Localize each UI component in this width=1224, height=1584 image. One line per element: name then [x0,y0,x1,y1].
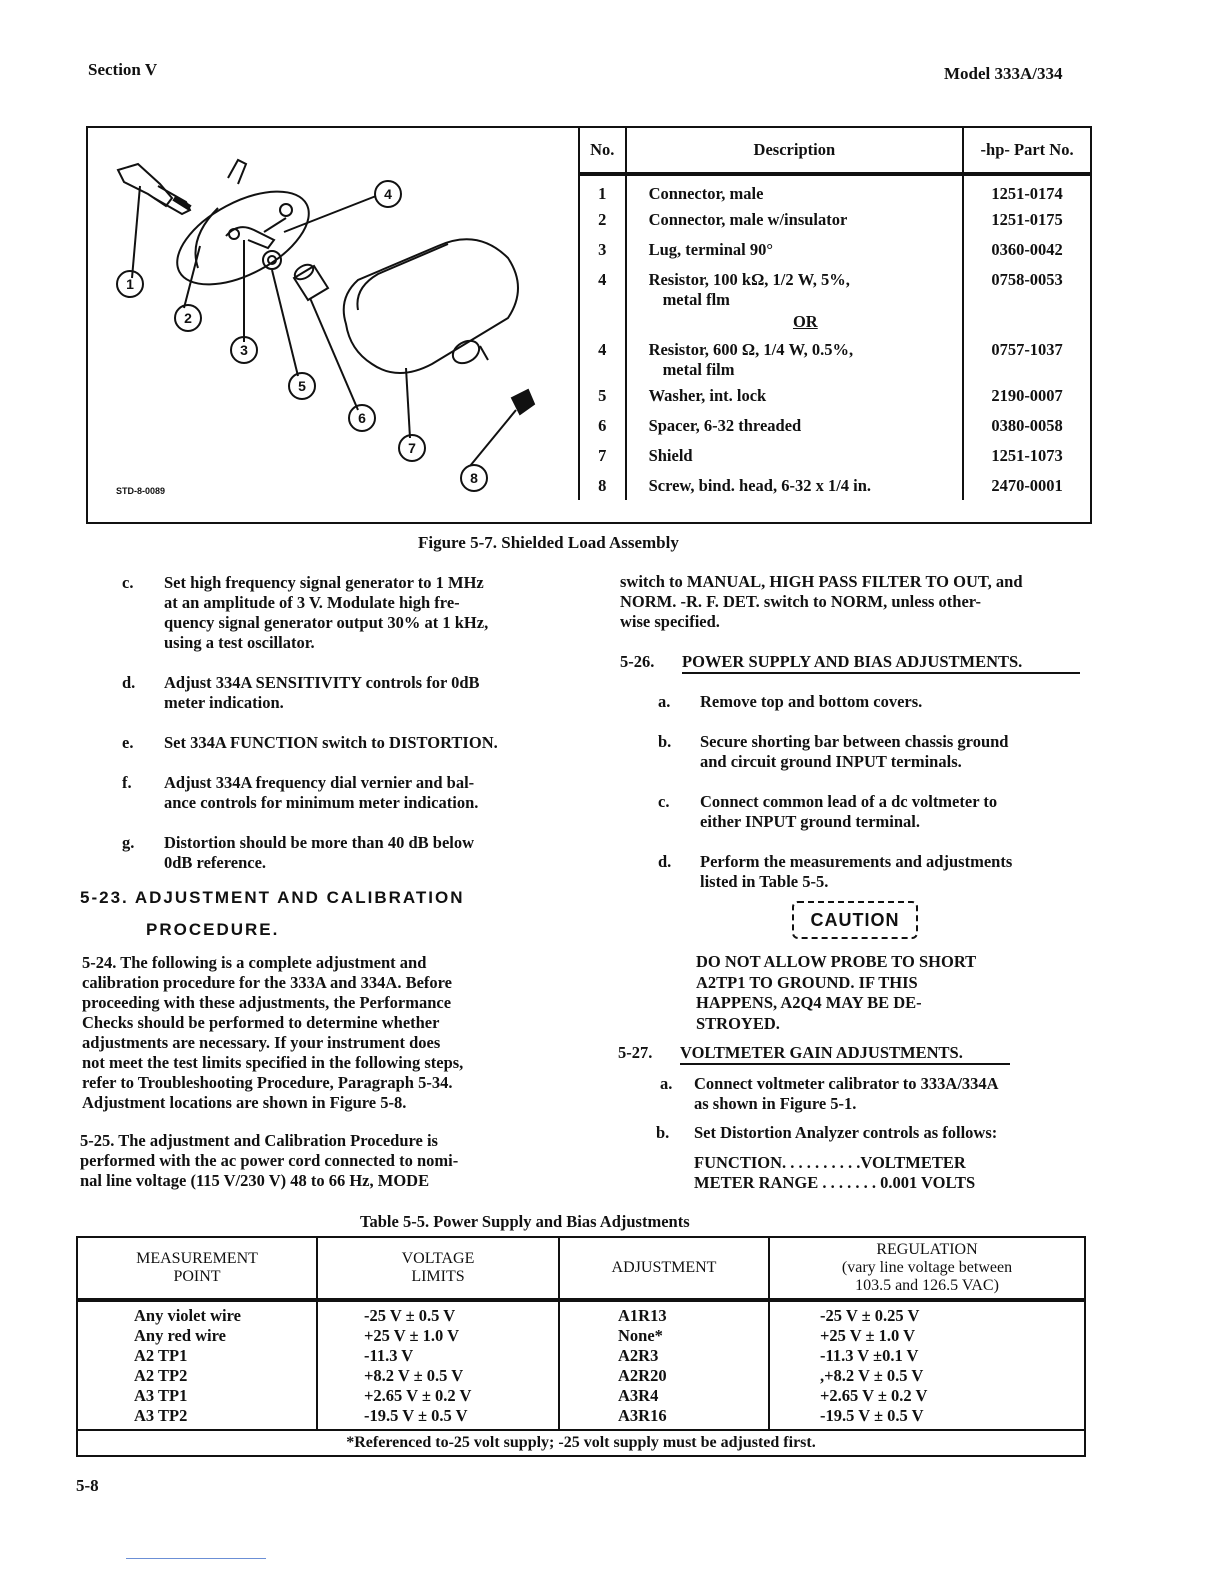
heading-5-27: VOLTMETER GAIN ADJUSTMENTS. [680,1043,1010,1065]
paragraph-5-25: 5-25. The adjustment and Calibration Procedure is performed with the ac power cord connected to nomi- nal line voltage (115 V/230 V) 48 to 66 Hz, MODE [80,1131,459,1190]
divider [126,1558,266,1559]
callout-2: 2 [184,310,192,326]
col-measurement-point: MEASUREMENT POINT [77,1237,317,1300]
col-part-no: -hp- Part No. [963,128,1090,174]
page-number: 5-8 [76,1476,99,1495]
or-label: OR [792,312,818,331]
column-limits: -25 V ± 0.5 V +25 V ± 1.0 V -11.3 V +8.2 V ± 0.5 V +2.65 V ± 0.2 V -19.5 V ± 0.5 V [317,1300,559,1430]
setting-meter-range: METER RANGE . . . . . . . 0.001 VOLTS [694,1173,976,1192]
col-regulation: REGULATION (vary line voltage between 103.5 and 126.5 VAC) [769,1237,1085,1300]
callout-1: 1 [126,276,134,292]
heading-5-23-cont: PROCEDURE. [146,920,280,939]
table-row: 7 Shield 1251-1073 [579,440,1090,470]
caution-text: DO NOT ALLOW PROBE TO SHORT A2TP1 TO GROUND. IF THIS HAPPENS, A2Q4 MAY BE DE- STROYED. [696,952,977,1033]
col-voltage-limits: VOLTAGE LIMITS [317,1237,559,1300]
callout-6: 6 [358,410,366,426]
callout-7: 7 [408,440,416,456]
table-row: 3 Lug, terminal 90° 0360-0042 [579,234,1090,264]
figure-caption: Figure 5-7. Shielded Load Assembly [418,533,679,552]
figure-box [86,126,1092,524]
column-points: Any violet wire Any red wire A2 TP1 A2 TP2 A3 TP1 A3 TP2 [77,1300,317,1430]
table-footnote: *Referenced to-25 volt supply; -25 volt supply must be adjusted first. [77,1430,1085,1456]
heading-5-23: 5-23. ADJUSTMENT AND CALIBRATION [80,888,465,907]
table-row: 4 Resistor, 100 kΩ, 1/2 W, 5%, metal flm OR 0758-0053 [579,264,1090,336]
table-row: 5 Washer, int. lock 2190-0007 [579,380,1090,410]
callout-4: 4 [384,186,392,202]
heading-5-26: POWER SUPPLY AND BIAS ADJUSTMENTS. [682,652,1080,674]
model-label: Model 333A/334 [944,64,1063,83]
table-row: 1 Connector, male 1251-0174 [579,174,1090,204]
column-regulation: -25 V ± 0.25 V +25 V ± 1.0 V -11.3 V ±0.1 V ,+8.2 V ± 0.5 V +2.65 V ± 0.2 V -19.5 V ± 0.5 V [769,1300,1085,1430]
section-label: Section V [88,60,158,79]
col-no: No. [579,128,626,174]
table-row: 8 Screw, bind. head, 6-32 x 1/4 in. 2470-0001 [579,470,1090,500]
parts-table [578,128,1090,500]
col-description: Description [626,128,964,174]
shielded-load-illustration [88,128,578,522]
paragraph-5-25-cont: switch to MANUAL, HIGH PASS FILTER TO OUT, and NORM. -R. F. DET. switch to NORM, unless other- wise specified. [620,572,1023,631]
column-adjustment: A1R13 None* A2R3 A2R20 A3R4 A3R16 [559,1300,769,1430]
adjustments-table [76,1236,1086,1457]
caution-badge: CAUTION [792,901,918,939]
col-adjustment: ADJUSTMENT [559,1237,769,1300]
paragraph-5-24: 5-24. The following is a complete adjustment and calibration procedure for the 333A and 334A. Before proceeding with these adjustments, the Performance Checks should be performed to determine whether adjustments are necessary. If your instrument does not meet the test limits specified in the following steps, refer to Troubleshooting Procedure, Paragraph 5-34. Adjustment locations are shown in Figure 5-8. [82,953,464,1112]
callout-5: 5 [298,378,306,394]
drawing-code: STD-8-0089 [116,486,166,496]
table-row: 2 Connector, male w/insulator 1251-0175 [579,204,1090,234]
table-row: 4 Resistor, 600 Ω, 1/4 W, 0.5%, metal film 0757-1037 [579,336,1090,380]
heading-5-27-number: 5-27. [618,1043,653,1062]
callout-3: 3 [240,342,248,358]
setting-function: FUNCTION. . . . . . . . . .VOLTMETER [694,1153,966,1172]
callout-8: 8 [470,470,478,486]
heading-5-26-number: 5-26. [620,652,655,671]
table-row: 6 Spacer, 6-32 threaded 0380-0058 [579,410,1090,440]
table-title: Table 5-5. Power Supply and Bias Adjustments [360,1212,690,1231]
